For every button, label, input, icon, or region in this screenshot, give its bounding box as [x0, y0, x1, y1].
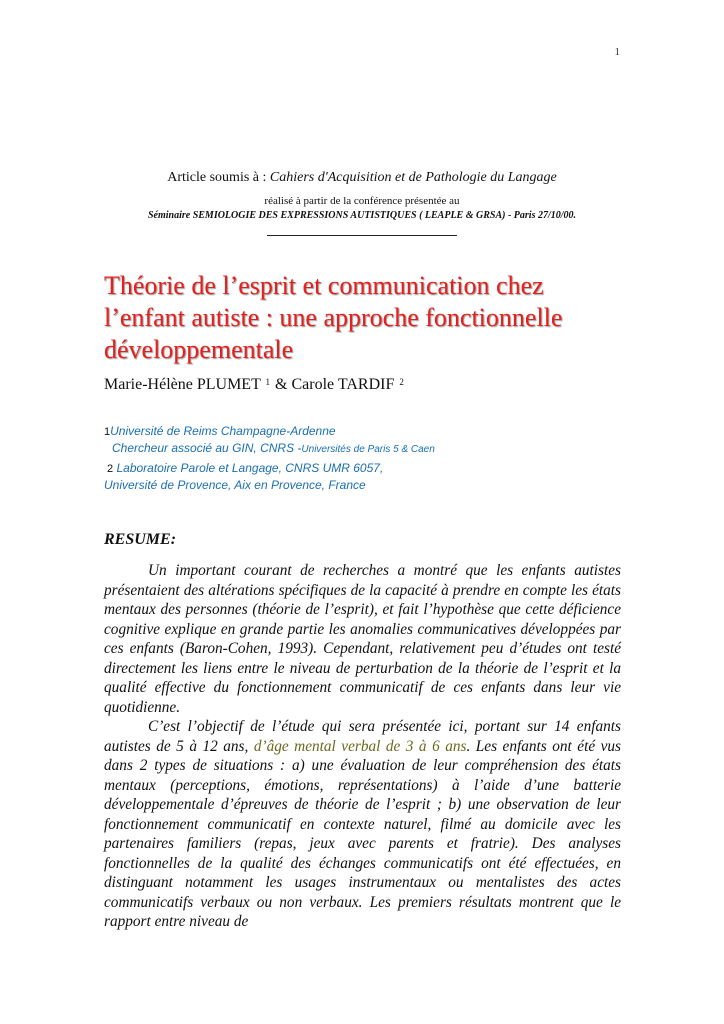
affiliation-2-number: 2	[107, 463, 114, 475]
journal-name: Cahiers d'Acquisition et de Pathologie du Langage	[269, 170, 557, 185]
header-divider	[267, 235, 457, 236]
affiliation-2-lab: Laboratoire Parole et Langage, CNRS UMR 6057,	[116, 461, 384, 475]
submission-prefix: Article soumis à :	[167, 170, 270, 185]
affiliation-1	[104, 423, 435, 458]
seminar-line: Séminaire SEMIOLOGIE DES EXPRESSIONS AUTISTIQUES ( LEAPLE & GRSA) - Paris 27/10/00.	[147, 210, 577, 221]
affiliation-1-number: 1	[104, 426, 111, 438]
author-2-affiliation-mark: 2	[399, 377, 404, 387]
paper-title: Théorie de l’esprit et communication chez l’enfant autiste : une approche fonctionnelle développementale	[104, 271, 563, 364]
author-2: Carole TARDIF	[291, 376, 399, 393]
author-line	[104, 376, 405, 394]
submission-line	[0, 170, 724, 186]
conference-note: réalisé à partir de la conférence présentée au	[264, 195, 460, 207]
abstract-p2-start: C’est l’objectif de l’étude qui sera présentée ici, portant sur 14 enfants autistes de 5 à 12 ans,	[104, 718, 621, 755]
abstract	[104, 561, 621, 932]
affiliation-2	[104, 460, 383, 493]
affiliation-2-university: Université de Provence, Aix en Provence, France	[104, 478, 366, 492]
abstract-paragraph-1: Un important courant de recherches a montré que les enfants autistes présentaient des altérations spécifiques de la capacité à prendre en compte les états mentaux des personnes (théorie de l’esprit), et fait l’hypothèse que cette déficience cognitive explique en grande partie les anomalies communicatives développées par ces enfants (Baron-Cohen, 1993). Cependant, relativement peu d’études ont testé directement les liens entre le niveau de perturbation de la théorie de l’esprit et la qualité effective du fonctionnement communicatif de ces enfants dans leur vie quotidienne.	[104, 562, 621, 716]
affiliation-1-role: Chercheur associé au GIN, CNRS -	[112, 441, 302, 455]
author-1: Marie-Hélène PLUMET	[104, 376, 265, 393]
author-1-affiliation-mark: 1	[265, 377, 271, 387]
affiliation-1-universities: Universités de Paris 5 & Caen	[301, 444, 435, 455]
author-separator: &	[271, 376, 292, 393]
page-number: 1	[614, 46, 620, 58]
abstract-p2-rest: . Les enfants ont été vus dans 2 types de situations : a) une évaluation de leur compréhension des états mentaux (perceptions, émotions, représentations) à l’aide d’une batterie développementale d’épreuves de théorie de l’esprit ; b) une observation de leur fonctionnement communicatif en contexte naturel, filmé au domicile avec les partenaires familiers (repas, jeux avec parents et fratrie). Des analyses fonctionnelles de la qualité des échanges communicatifs ont été effectuées, en distinguant notamment les usages instrumentaux ou mentalistes des actes communicatifs verbaux ou non verbaux. Les premiers résultats montrent que le rapport entre niveau de	[104, 737, 621, 930]
abstract-paragraph-2	[104, 717, 621, 932]
affiliation-1-institution: Université de Reims Champagne-Ardenne	[110, 424, 336, 438]
resume-heading: RESUME:	[104, 531, 177, 548]
abstract-highlight: d’âge mental verbal de 3 à 6 ans	[253, 737, 467, 755]
